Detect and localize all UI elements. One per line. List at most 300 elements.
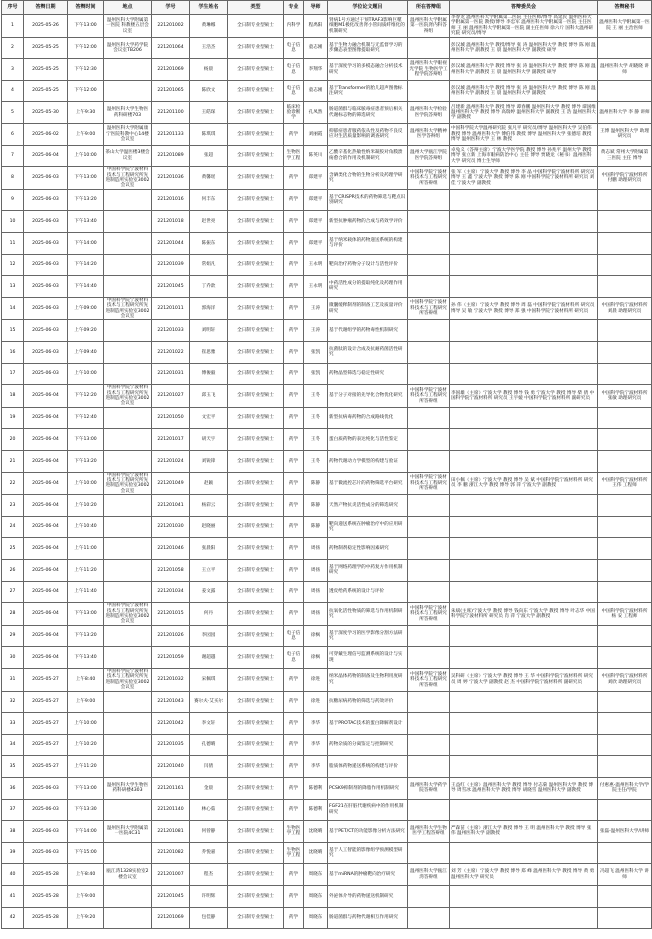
major: 药学 [284, 734, 304, 756]
thesis-title: 新型抗肿瘤药物的合成与药效学评价 [328, 211, 408, 233]
defense-date: 2025-06-04 [24, 581, 68, 603]
table-row [2, 342, 652, 364]
thesis-title: 基于深度学习的医学影像分割方法研究 [328, 625, 408, 647]
row-number: 33 [2, 713, 24, 735]
defense-date: 2025-06-04 [24, 451, 68, 473]
committee [450, 538, 598, 560]
defense-place [104, 842, 152, 864]
defense-date: 2025-06-03 [24, 799, 68, 821]
defense-place: 中国科学院宁波材料技术与工程研究所先进制造所实验室3002会议室 [104, 669, 152, 692]
student-name: 黄馨瑶 [190, 167, 228, 190]
degree-type: 全日制专业型硕士 [228, 778, 284, 800]
committee [450, 581, 598, 603]
committee [450, 254, 598, 276]
thesis-title: FGF21在肝脏代谢疾病中的作用机制研究 [328, 799, 408, 821]
degree-type: 全日制专业型硕士 [228, 363, 284, 385]
committee [450, 233, 598, 255]
secretary: 中国科学院宁波材料所 张敏 助理研究员 [598, 385, 652, 408]
defense-place: 温州医科大学附属康宁医院科教中心14楼会议室 [104, 124, 152, 146]
header-type: 类型 [228, 1, 284, 15]
student-name: 杨晨 [190, 59, 228, 81]
secretary [598, 342, 652, 364]
tutor: 童志刚 [304, 80, 328, 102]
defense-time: 上午9:00 [68, 691, 104, 713]
major: 电子信息 [284, 625, 304, 647]
degree-type: 全日制专业型硕士 [228, 647, 284, 669]
major: 药学 [284, 451, 304, 473]
table-row [2, 691, 652, 713]
student-id: 221201024 [152, 451, 190, 473]
table-row [2, 363, 652, 385]
defense-place [104, 189, 152, 211]
tutor: 郑建平 [304, 189, 328, 211]
defense-place: 中国科学院宁波材料技术与工程研究所先进制造所实验室3002会议室 [104, 167, 152, 190]
table-row [2, 102, 652, 124]
thesis-title: 基于PROTAC技术的蛋白降解剂设计 [328, 713, 408, 735]
defense-time: 下午12:40 [68, 407, 104, 429]
committee [450, 713, 598, 735]
tutor: 陈德利 [304, 778, 328, 800]
student-id: 221201133 [152, 124, 190, 146]
degree-type: 全日制专业型硕士 [228, 842, 284, 864]
defense-place: 温州医科大学生物医药科研楼703 [104, 102, 152, 124]
defense-group [408, 495, 450, 517]
major: 药学 [284, 472, 304, 495]
secretary [598, 538, 652, 560]
student-id: 221201002 [152, 15, 190, 38]
tutor: 沈晓晴 [304, 842, 328, 864]
defense-date: 2025-06-04 [24, 538, 68, 560]
committee: 李春龙 温州医科大学附属第二医院 主任医师/博导 高延民 温州医科大学附属第一医院 教授/博导 李忠军 温州医科大学附属第一医院 主任医师 王 丽 温州医科大学附属第一医院 副主任医师 徐六斤 国科大温州研究院 研究员/博导 [450, 15, 598, 38]
secretary [598, 885, 652, 907]
tutor: 王永明 [304, 276, 328, 298]
defense-place [104, 625, 152, 647]
table-row [2, 647, 652, 669]
student-name: 李文轩 [190, 713, 228, 735]
defense-group: 温州医科大学生物医学工程答辩组 [408, 821, 450, 843]
tutor: 陈静 [304, 472, 328, 495]
tutor: 沈晓晴 [304, 821, 328, 843]
row-number: 16 [2, 342, 24, 364]
thesis-title: 肾病1号方通过干预TRAF3影响巨噬细胞M1极化改善肾小管间质纤维化的机制研究 [328, 15, 408, 38]
defense-group: 温州医科大学药学院答辩组 [408, 778, 450, 800]
table-row [2, 254, 652, 276]
table-row [2, 625, 652, 647]
defense-time: 上午8:40 [68, 864, 104, 886]
major: 药学 [284, 211, 304, 233]
major: 药学 [284, 713, 304, 735]
student-id: 221201046 [152, 538, 190, 560]
tutor: 李翔华 [304, 59, 328, 81]
defense-date: 2025-06-03 [24, 276, 68, 298]
major: 药学 [284, 320, 304, 342]
defense-place [104, 907, 152, 929]
row-number: 1 [2, 15, 24, 38]
degree-type: 全日制专业型硕士 [228, 799, 284, 821]
degree-type: 全日制专业型硕士 [228, 80, 284, 102]
secretary [598, 189, 652, 211]
defense-time: 下午13:30 [68, 799, 104, 821]
committee: 吕建新 温州医科大学 教授 博导 谭春鹏 温州医科大学 教授 博导 谭国维 温州医科大学 教授 博导 高瑞婷 温州医科大学 副教授 王 浩 温州医科大学 副教授 [450, 102, 598, 124]
defense-date: 2025-06-03 [24, 363, 68, 385]
secretary: 温州医科大学 胡晓晓 讲师 [598, 59, 652, 81]
thesis-title: 基于人工智能的影像组学预测模型研究 [328, 842, 408, 864]
row-number: 17 [2, 363, 24, 385]
thesis-title: 基于生物力融合机制与无监督学习的步骤态表型图像提取研究 [328, 37, 408, 59]
row-number: 3 [2, 59, 24, 81]
committee [450, 625, 598, 647]
student-name: 王皓琛 [190, 102, 228, 124]
tutor: 郑建平 [304, 233, 328, 255]
major: 药学 [284, 864, 304, 886]
defense-place [104, 276, 152, 298]
tutor: 王涛 [304, 320, 328, 342]
student-name: 乔悦嘉 [190, 842, 228, 864]
defense-date: 2025-06-04 [24, 603, 68, 626]
secretary [598, 363, 652, 385]
thesis-title: PCSK9抑制剂的降脂作用机制研究 [328, 778, 408, 800]
student-id: 221201033 [152, 320, 190, 342]
table-row [2, 233, 652, 255]
committee [450, 211, 598, 233]
major: 电子信息 [284, 647, 304, 669]
defense-date: 2025-05-28 [24, 864, 68, 886]
degree-type: 全日制专业型硕士 [228, 102, 284, 124]
student-id: 221201069 [152, 907, 190, 929]
table-row [2, 669, 652, 692]
student-name: 张超 [190, 145, 228, 167]
table-row [2, 59, 652, 81]
defense-date: 2025-05-27 [24, 691, 68, 713]
tutor: 周扬 [304, 603, 328, 626]
major: 药学 [284, 799, 304, 821]
header-tutor: 导师 [304, 1, 328, 15]
defense-group: 温州医科大学眼视光学院 生物医学工程学院答辩组 [408, 59, 450, 81]
defense-place [104, 211, 152, 233]
table-row [2, 907, 652, 929]
student-name: 孔德晴 [190, 734, 228, 756]
major: 药学 [284, 342, 304, 364]
defense-group: 温州医科大学精神医学答辩组 [408, 124, 450, 146]
tutor: 孔凤然 [304, 102, 328, 124]
defense-date: 2025-06-03 [24, 320, 68, 342]
defense-group [408, 363, 450, 385]
defense-time: 上午10:40 [68, 516, 104, 538]
major: 生物医学工程 [284, 842, 304, 864]
tutor: 程禹阳 [304, 15, 328, 38]
secretary [598, 907, 652, 929]
thesis-title: 抑郁症患者服药依从性及药物不良反应对生活质量影响的调查研究 [328, 124, 408, 146]
table-row [2, 864, 652, 886]
header-group: 所在答辩组 [408, 1, 450, 15]
thesis-title: 基于Transformer的胎儿超声图像标注研究 [328, 80, 408, 102]
degree-type: 全日制专业型硕士 [228, 254, 284, 276]
thesis-title: 基于深度学习的多模态融合分析技术研究 [328, 59, 408, 81]
student-name: 金晨 [190, 778, 228, 800]
table-row [2, 842, 652, 864]
defense-group [408, 691, 450, 713]
defense-date: 2025-06-04 [24, 472, 68, 495]
student-id: 221201016 [152, 189, 190, 211]
header-row [2, 1, 652, 15]
defense-date: 2025-05-27 [24, 756, 68, 778]
tutor: 陈德利 [304, 799, 328, 821]
thesis-title: 外泌体介导的药物递送机制研究 [328, 885, 408, 907]
defense-time: 上午10:00 [68, 145, 104, 167]
defense-place [104, 560, 152, 582]
tutor: 李华 [304, 756, 328, 778]
student-name: 王浩杰 [190, 37, 228, 59]
defense-group [408, 625, 450, 647]
defense-group: 温州大学瓯江学院医学院答辩组 [408, 145, 450, 167]
defense-group [408, 342, 450, 364]
table-row [2, 37, 652, 59]
committee [450, 734, 598, 756]
secretary [598, 799, 652, 821]
secretary [598, 756, 652, 778]
tutor: 陈静 [304, 495, 328, 517]
row-number: 15 [2, 320, 24, 342]
defense-date: 2025-06-04 [24, 647, 68, 669]
header-committee: 答辩委员会 [450, 1, 598, 15]
defense-place [104, 254, 152, 276]
defense-date: 2025-06-04 [24, 407, 68, 429]
student-id: 221201045 [152, 885, 190, 907]
row-number: 4 [2, 80, 24, 102]
tutor: 徐进 [304, 691, 328, 713]
defense-time: 下午15:00 [68, 842, 104, 864]
row-number: 2 [2, 37, 24, 59]
degree-type: 全日制专业型硕士 [228, 451, 284, 473]
defense-date: 2025-06-04 [24, 385, 68, 408]
header-id: 学号 [152, 1, 190, 15]
major: 临床检验诊断学 [284, 102, 304, 124]
defense-time: 上午10:00 [68, 713, 104, 735]
committee [450, 885, 598, 907]
degree-type: 全日制专业型硕士 [228, 167, 284, 190]
major: 药学 [284, 778, 304, 800]
degree-type: 全日制专业型硕士 [228, 821, 284, 843]
major: 药学 [284, 560, 304, 582]
student-name: 文宏平 [190, 407, 228, 429]
student-id: 221201030 [152, 516, 190, 538]
defense-date: 2025-06-02 [24, 124, 68, 146]
row-number: 41 [2, 885, 24, 907]
header-date: 答辩日期 [24, 1, 68, 15]
table-row [2, 124, 652, 146]
degree-type: 全日制专业型硕士 [228, 907, 284, 929]
defense-place [104, 538, 152, 560]
student-name: 傅俊毅 [190, 363, 228, 385]
secretary: 王博 温州医科大学 助理研究员 [598, 124, 652, 146]
row-number: 8 [2, 167, 24, 190]
committee [450, 647, 598, 669]
defense-time: 上午10:20 [68, 495, 104, 517]
committee [450, 691, 598, 713]
student-id: 221201064 [152, 37, 190, 59]
secretary: 温州医科大学 李 静 讲师 [598, 102, 652, 124]
defense-time: 下午13:00 [68, 167, 104, 190]
defense-time: 上午09:20 [68, 320, 104, 342]
student-id: 221201049 [152, 472, 190, 495]
secretary: 中国科学院宁波材料所 杨 安 工程师 [598, 603, 652, 626]
defense-place [104, 885, 152, 907]
tutor: 张凯 [304, 363, 328, 385]
defense-group [408, 756, 450, 778]
defense-group: 中国科学院宁波材料技术与工程研究所答辩组 [408, 385, 450, 408]
defense-group: 温州医科大学附属第一医院肾内科答辩组 [408, 15, 450, 38]
defense-date: 2025-06-04 [24, 516, 68, 538]
student-name: 邱玉飞 [190, 385, 228, 408]
defense-group [408, 451, 450, 473]
degree-type: 全日制专业型硕士 [228, 211, 284, 233]
student-name: 何丰东 [190, 189, 228, 211]
defense-group: 中国科学院宁波材料技术与工程研究所答辩组 [408, 167, 450, 190]
student-id: 221201015 [152, 603, 190, 626]
thesis-title: 蛋白质药物的表达纯化与活性鉴定 [328, 429, 408, 451]
secretary [598, 407, 652, 429]
student-name: 丁乔歆 [190, 276, 228, 298]
defense-place [104, 407, 152, 429]
table-row [2, 799, 652, 821]
degree-type: 全日制专业型硕士 [228, 189, 284, 211]
major: 药学 [284, 603, 304, 626]
table-row [2, 734, 652, 756]
defense-time: 下午12:20 [68, 385, 104, 408]
committee: 田小佩（主席）宁波大学 教授 博导 吴 斌 中国科学院宁波材料所 研究员 李 鹏 浙江大学 教授 博导 郭 萍 宁波大学 副教授 [450, 472, 598, 495]
degree-type: 全日制专业型硕士 [228, 756, 284, 778]
thesis-title: 抗菌肽的设计合成及抗耐药菌活性研究 [328, 342, 408, 364]
tutor: 王涛 [304, 297, 328, 320]
defense-group: 中国科学院宁波材料技术与工程研究所答辩组 [408, 472, 450, 495]
student-id: 221201081 [152, 821, 190, 843]
row-number: 37 [2, 799, 24, 821]
row-number: 36 [2, 778, 24, 800]
row-number: 6 [2, 124, 24, 146]
defense-date: 2025-06-04 [24, 560, 68, 582]
student-id: 221201032 [152, 669, 190, 692]
major: 生物医学工程 [284, 821, 304, 843]
tutor: 周晓东 [304, 885, 328, 907]
secretary [598, 451, 652, 473]
defense-place: 中国科学院宁波材料技术与工程研究所先进制造所实验室3002会议室 [104, 472, 152, 495]
student-id: 221201065 [152, 80, 190, 102]
row-number: 20 [2, 429, 24, 451]
secretary [598, 516, 652, 538]
defense-place: 中国科学院宁波材料技术与工程研究所先进制造所实验室3002会议室 [104, 603, 152, 626]
major: 电子信息 [284, 59, 304, 81]
defense-place: 瓯江湾1328实验室2楼会议室 [104, 864, 152, 886]
defense-group [408, 713, 450, 735]
tutor: 郑建平 [304, 211, 328, 233]
major: 电子信息 [284, 37, 304, 59]
thesis-title: 基于微流控芯片的药物筛选平台研究 [328, 472, 408, 495]
thesis-title: 基于分子对接的先导化合物优化研究 [328, 385, 408, 408]
thesis-title: 透皮给药系统的设计与评价 [328, 581, 408, 603]
major: 药学 [284, 124, 304, 146]
defense-group [408, 276, 450, 298]
defense-date: 2025-05-28 [24, 885, 68, 907]
defense-time: 下午13:00 [68, 429, 104, 451]
student-id: 221201140 [152, 799, 190, 821]
defense-date: 2025-06-03 [24, 189, 68, 211]
defense-place: 温州医科大学附属第一医院4C31 [104, 821, 152, 843]
row-number: 26 [2, 560, 24, 582]
row-number: 32 [2, 691, 24, 713]
committee: 彭汉城 温州医科大学 教授 博导 张 涛 温州医科大学 教授 博导 陈 刚 温州医科大学 副教授 王 晨 温州医科大学 副教授 [450, 80, 598, 102]
defense-place [104, 713, 152, 735]
thesis-title: 靶向递送系统在肿瘤治疗中的应用研究 [328, 516, 408, 538]
row-number: 31 [2, 669, 24, 692]
committee: 朱斌(主席)宁波大学 教授 博导 钱向东 宁波大学 教授 博导 叶志华 中国科学院宁波材料所 研究员 肖 萍 宁波大学 副教授 [450, 603, 598, 626]
table-row [2, 885, 652, 907]
row-number: 34 [2, 734, 24, 756]
major: 药学 [284, 669, 304, 692]
defense-schedule-table [1, 0, 652, 929]
student-id: 221201039 [152, 254, 190, 276]
degree-type: 全日制专业型硕士 [228, 429, 284, 451]
defense-group [408, 907, 450, 929]
secretary: 付惠惠-温州医科大学/学院主任/学院 [598, 778, 652, 800]
major: 药学 [284, 167, 304, 190]
student-id: 221201059 [152, 647, 190, 669]
defense-group [408, 538, 450, 560]
defense-group: 中国科学院宁波材料技术与工程研究所答辩组 [408, 297, 450, 320]
degree-type: 全日制专业型硕士 [228, 560, 284, 582]
major: 药学 [284, 495, 304, 517]
thesis-title: 肠道菌群与药物代谢相互作用研究 [328, 907, 408, 929]
thesis-title: 基于PET/CT的功能影像分析方法研究 [328, 821, 408, 843]
student-name: 张晨阳 [190, 538, 228, 560]
defense-time: 上午09:40 [68, 342, 104, 364]
table-row [2, 603, 652, 626]
header-name: 学生姓名 [190, 1, 228, 15]
defense-group: 温州医科大学检验医学院答辩组 [408, 102, 450, 124]
defense-time: 下午13:40 [68, 647, 104, 669]
table-row [2, 713, 652, 735]
secretary [598, 233, 652, 255]
table-row [2, 15, 652, 38]
committee [450, 407, 598, 429]
defense-date: 2025-05-26 [24, 15, 68, 38]
table-row [2, 407, 652, 429]
student-id: 221201044 [152, 233, 190, 255]
header-place: 地点 [104, 1, 152, 15]
student-id: 221201017 [152, 429, 190, 451]
defense-date: 2025-05-25 [24, 37, 68, 59]
student-id: 221201082 [152, 842, 190, 864]
defense-group [408, 734, 450, 756]
secretary [598, 495, 652, 517]
table-row [2, 211, 652, 233]
table-row [2, 472, 652, 495]
student-id: 221201089 [152, 145, 190, 167]
defense-date: 2025-06-03 [24, 167, 68, 190]
major: 药学 [284, 429, 304, 451]
committee [450, 189, 598, 211]
student-name: 杨彩云 [190, 495, 228, 517]
student-name: 姜文露 [190, 581, 228, 603]
defense-time: 下午13:20 [68, 189, 104, 211]
row-number: 9 [2, 189, 24, 211]
defense-date: 2025-05-27 [24, 734, 68, 756]
thesis-title: 靶向治疗药物分子设计与活性评价 [328, 254, 408, 276]
secretary: 中国科学院宁波材料所 刘晨 助理研究员 [598, 297, 652, 320]
secretary [598, 37, 652, 59]
defense-date: 2025-06-03 [24, 342, 68, 364]
student-name: 包佳静 [190, 907, 228, 929]
secretary: 冯超飞 温州医科大学 讲师 [598, 864, 652, 886]
